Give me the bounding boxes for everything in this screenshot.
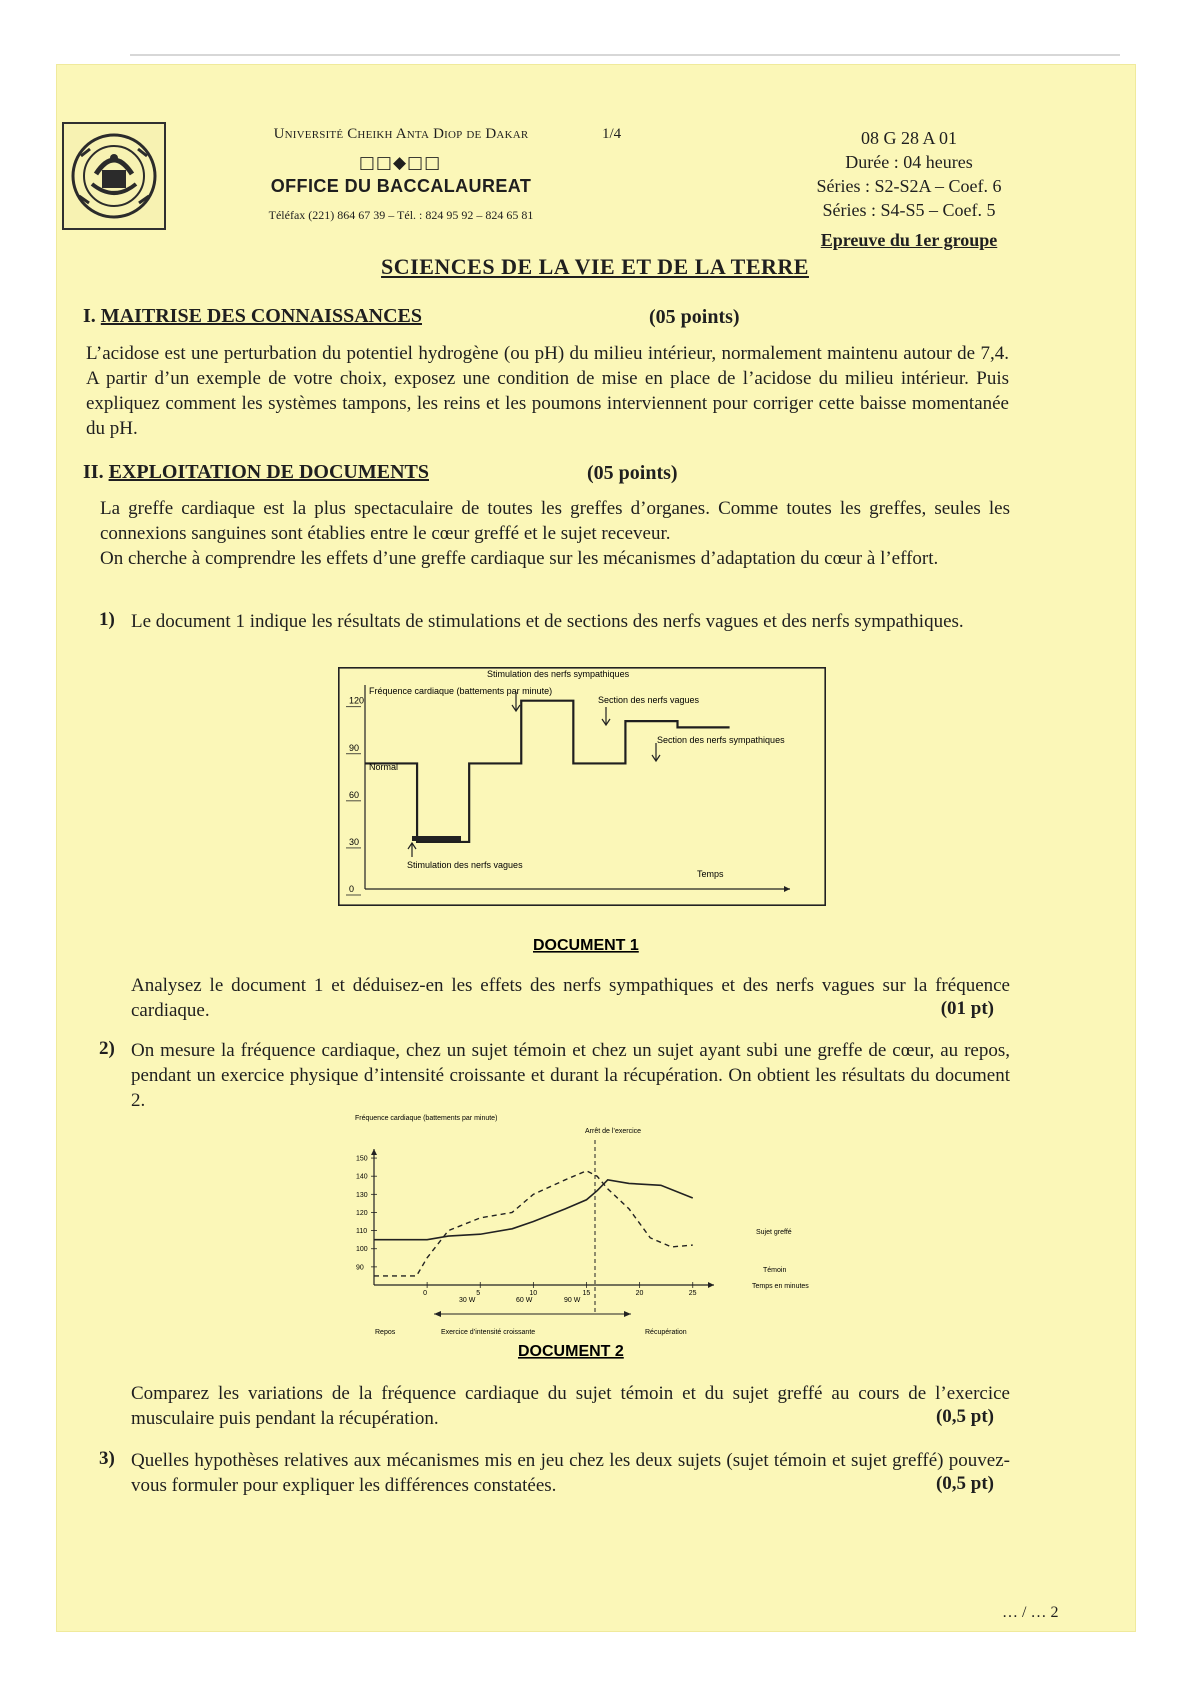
section-2-points: (05 points)	[587, 462, 678, 484]
document-2-y-tick-label: 100	[356, 1246, 368, 1254]
document-2-x-tick-label: 0	[423, 1290, 428, 1297]
question-3-text: Quelles hypothèses relatives aux mécanismes mis en jeu chez les deux sujets (sujet témoin et sujet greffé) pouvez-vous formuler pour expliquer les différences constatées.	[131, 1450, 1010, 1496]
document-1-vagus-section-arrow-icon	[602, 707, 610, 725]
exam-code: 08 G 28 A 01	[860, 128, 957, 148]
exam-sheet	[56, 64, 1136, 1632]
document-2-chart	[331, 1104, 851, 1362]
exam-header	[56, 64, 1136, 254]
question-2-text: On mesure la fréquence cardiaque, chez un sujet témoin et chez un sujet ayant subi une greffe de cœur, au repos, pendant un exercice physique d’intensité croissante et durant la récupération. On obtient les résultats du document 2.	[131, 1040, 1010, 1111]
document-2-greffe-label: Sujet greffé	[756, 1229, 792, 1236]
document-1-vagus-stimulation-mark	[412, 836, 461, 841]
document-1-sympathetic-stimulation-label: Stimulation des nerfs sympathiques	[487, 669, 630, 679]
document-1-vagus-stimulation-arrow-icon	[408, 843, 416, 857]
question-3-score: (0,5 pt)	[935, 1473, 994, 1494]
document-2-caption: DOCUMENT 2	[518, 1343, 624, 1360]
document-2-y-tick-label: 120	[356, 1209, 368, 1217]
document-1-ylabel: Fréquence cardiaque (battements par minute)	[369, 686, 553, 696]
document-2-temoin-label: Témoin	[763, 1267, 787, 1274]
section-2-intro-1: La greffe cardiaque est la plus spectaculaire de toutes les greffes d’organes. Comme toutes les greffes, seules les connexions sanguines sont établies entre le cœur greffé et le sujet receveur.	[100, 498, 1010, 544]
document-2-y-tick-label: 150	[356, 1155, 368, 1163]
section-1-title: MAITRISE DES CONNAISSANCES	[100, 305, 422, 327]
document-2-x-tick-label: 20	[635, 1290, 644, 1297]
document-1-xlabel: Temps	[697, 869, 724, 879]
document-2-svg	[331, 1104, 851, 1362]
document-2-repos-label: Repos	[375, 1329, 396, 1336]
document-1-vagus-section-label: Section des nerfs vagues	[598, 695, 700, 705]
document-1-series-line	[365, 701, 730, 842]
contact-line: Téléfax (221) 864 67 39 – Tél. : 824 95 92 – 824 65 81	[268, 208, 534, 222]
section-1-number: I.	[83, 305, 96, 327]
document-1-y-tick-label: 0	[349, 884, 355, 894]
document-2-y-tick-label: 90	[356, 1264, 364, 1272]
section-2-intro-2: On cherche à comprendre les effets d’une greffe cardiaque sur les mécanismes d’adaptation du cœur à l’effort.	[100, 548, 939, 569]
document-1-y-ticks	[346, 696, 364, 895]
section-2-title: EXPLOITATION DE DOCUMENTS	[108, 461, 429, 483]
university-seal-icon	[62, 122, 166, 230]
document-2-exercise-label: Exercice d’intensité croissante	[441, 1329, 536, 1336]
document-2-60w-label: 60 W	[516, 1297, 533, 1304]
section-1-points: (05 points)	[649, 306, 740, 328]
ornament-diamond-icon: □□◆□□	[358, 153, 442, 173]
document-2-exercise-right-arrow-icon	[624, 1311, 631, 1317]
document-1-x-arrow-icon	[784, 886, 790, 892]
question-2-task: Comparez les variations de la fréquence cardiaque du sujet témoin et du sujet greffé au cours de l’exercice musculaire puis pendant la récupération.	[131, 1383, 1010, 1429]
document-2-ticks	[356, 1156, 697, 1297]
document-1-y-tick-label: 30	[349, 836, 360, 847]
question-1-score: (01 pt)	[940, 998, 994, 1019]
section-2-heading	[83, 461, 429, 484]
exam-duration: Durée : 04 heures	[845, 152, 973, 172]
document-2-x-arrow-icon	[708, 1282, 714, 1288]
continuation-footer: … / … 2	[1002, 1604, 1059, 1621]
document-2-exercise-left-arrow-icon	[434, 1311, 441, 1317]
document-2-y-tick-label: 130	[356, 1191, 368, 1199]
section-1-text: L’acidose est une perturbation du potentiel hydrogène (ou pH) du milieu intérieur, normalement maintenu autour de 7,4. A partir d’un exemple de votre choix, exposez une condition de mise en place de l’acidose du milieu intérieur. Puis expliquez comment les systèmes tampons, les reins et les poumons interviennent pour corriger cette baisse momentanée du pH.	[86, 343, 1009, 439]
exam-series-1: Séries : S2-S2A – Coef. 6	[816, 176, 1002, 196]
document-2-x-tick-label: 15	[582, 1290, 591, 1297]
office-name: OFFICE DU BACCALAUREAT	[270, 176, 532, 196]
document-2-90w-label: 90 W	[564, 1297, 581, 1304]
exam-metadata	[784, 126, 1034, 252]
document-2-x-tick-label: 5	[476, 1290, 481, 1297]
university-seal-svg	[66, 126, 162, 226]
question-2-score: (0,5 pt)	[935, 1406, 994, 1427]
document-1-sympathetic-section-label: Section des nerfs sympathiques	[657, 735, 785, 745]
subject-title: SCIENCES DE LA VIE ET DE LA TERRE	[381, 254, 809, 279]
question-3-number: 3)	[99, 1448, 115, 1469]
question-2-number: 2)	[99, 1038, 115, 1059]
top-edge-line	[130, 54, 1120, 56]
document-1-chart	[338, 667, 826, 966]
section-2-number: II.	[83, 461, 104, 483]
document-2-x-tick-label: 10	[529, 1290, 538, 1297]
document-1-y-tick-label: 90	[349, 742, 360, 753]
document-1-sympathetic-section-arrow-icon	[652, 743, 660, 761]
document-1-y-tick-label: 60	[349, 789, 360, 800]
question-1-task: Analysez le document 1 et déduisez-en les effets des nerfs sympathiques et des nerfs vagues sur la fréquence cardiaque.	[131, 975, 1010, 1021]
document-1-y-tick-label: 120	[349, 695, 365, 706]
document-2-stop-label: Arrêt de l’exercice	[585, 1128, 642, 1135]
document-2-y-tick-label: 110	[356, 1228, 368, 1236]
section-1-heading	[83, 305, 422, 328]
document-2-xlabel: Temps en minutes	[752, 1283, 809, 1290]
exam-group: Epreuve du 1er groupe	[820, 230, 998, 250]
document-2-y-tick-label: 140	[356, 1173, 368, 1181]
document-2-temoin-line	[374, 1171, 693, 1276]
exam-series-2: Séries : S4-S5 – Coef. 5	[822, 200, 996, 220]
document-2-ylabel: Fréquence cardiaque (battements par minute)	[355, 1115, 498, 1122]
document-2-recovery-label: Récupération	[645, 1329, 687, 1336]
document-2-x-tick-label: 25	[688, 1290, 697, 1297]
question-1-text: Le document 1 indique les résultats de stimulations et de sections des nerfs vagues et des nerfs sympathiques.	[131, 611, 964, 632]
question-1-number: 1)	[99, 609, 115, 630]
document-2-y-arrow-icon	[371, 1149, 377, 1155]
document-1-normal-label: Normal	[369, 762, 399, 772]
university-name: Université Cheikh Anta Diop de Dakar	[273, 126, 529, 142]
document-1-svg	[338, 667, 826, 966]
document-1-caption: DOCUMENT 1	[533, 937, 639, 954]
document-2-30w-label: 30 W	[459, 1297, 476, 1304]
page-number: 1/4	[602, 126, 622, 142]
document-1-vagus-stimulation-label: Stimulation des nerfs vagues	[407, 860, 523, 870]
